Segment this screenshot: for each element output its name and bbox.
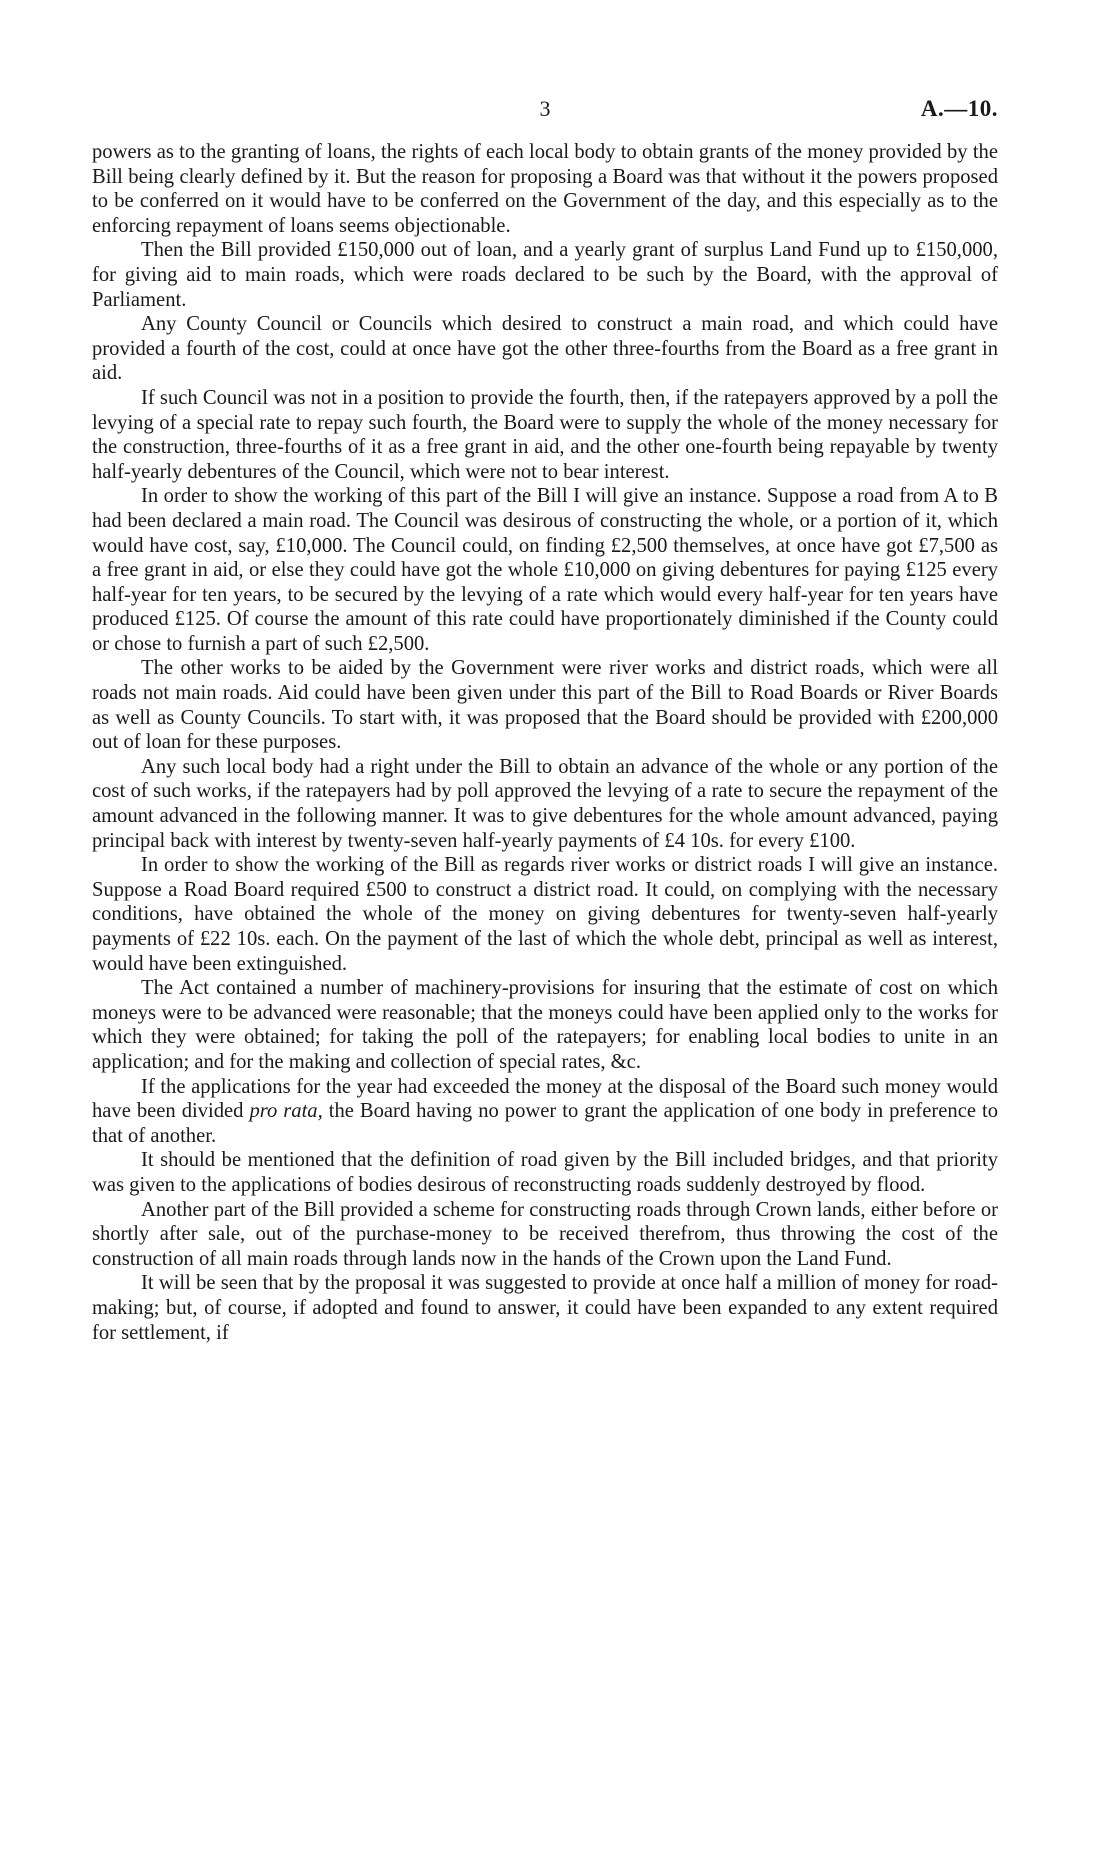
paragraph: In order to show the working of the Bill as regards river works or district roads I will give an instance. Suppose a Road Board required £500 to construct a district road. It could, on complying with the necessary conditions, have obtained the whole of the money on giving debentures for twenty-seven half-yearly payments of £22 10s. each. On the payment of the last of which the whole debt, principal as well as interest, would have been extinguished.: [92, 854, 998, 975]
paragraph: If such Council was not in a position to provide the fourth, then, if the ratepayers approved by a poll the levying of a special rate to repay such fourth, the Board were to supply the whole of the money necessary for the construction, three-fourths of it as a free grant in aid, and the other one-fourth being repayable by twenty half-yearly debentures of the Council, which were not to bear interest.: [92, 386, 998, 483]
paragraph: Any County Council or Councils which desired to construct a main road, and which could have provided a fourth of the cost, could at once have got the other three-fourths from the Board as a free grant in aid.: [92, 313, 998, 385]
page-header: [92, 96, 998, 126]
paragraph: [92, 1075, 998, 1149]
paragraph-text: the Board having no power to grant the application of one body in preference to that of another.: [92, 1100, 998, 1147]
paragraph: The Act contained a number of machinery-provisions for insuring that the estimate of cost on which moneys were to be advanced were reasonable; that the moneys could have been applied only to the works for which they were obtained; for taking the poll of the ratepayers; for enabling local bodies to unite in an application; and for the making and collection of special rates, &c.: [92, 977, 998, 1073]
paragraph: Another part of the Bill provided a scheme for constructing roads through Crown lands, either before or shortly after sale, out of the purchase-money to be received therefrom, thus throwing the cost of the construction of all main roads through lands now in the hands of the Crown upon the Land Fund.: [92, 1198, 998, 1270]
paragraph: The other works to be aided by the Government were river works and district roads, which were all roads not main roads. Aid could have been given under this part of the Bill to Road Boards or River Boards as well as County Councils. To start with, it was proposed that the Board should be provided with £200,000 out of loan for these purposes.: [92, 657, 998, 754]
paragraph: powers as to the granting of loans, the rights of each local body to obtain grants of the money provided by the Bill being clearly defined by it. But the reason for proposing a Board was that without it the powers proposed to be conferred on it would have to be conferred on the Government of the day, and this especially as to the enforcing repayment of loans seems objectionable.: [92, 141, 998, 237]
body-text: [92, 140, 998, 1345]
paragraph: Then the Bill provided £150,000 out of loan, and a yearly grant of surplus Land Fund up to £150,000, for giving aid to main roads, which were roads declared to be such by the Board, with the approval of Parliament.: [92, 239, 998, 311]
paragraph-text: If the applications for the year had exceeded the money at the disposal of the Board such money would have been divided: [92, 1075, 998, 1123]
page-number: 3: [539, 96, 551, 121]
italic-phrase: pro rata,: [249, 1100, 323, 1123]
paragraph: In order to show the working of this part of the Bill I will give an instance. Suppose a road from A to B had been declared a main road. The Council was desirous of constructing the whole, or a portion of it, which would have cost, say, £10,000. The Council could, on finding £2,500 themselves, at once have got £7,500 as a free grant in aid, or else they could have got the whole £10,000 on giving debentures for paying £125 every half-year for ten years, to be secured by the levying of a rate which would every half-year for ten years have produced £125. Of course the amount of this rate could have proportionately diminished if the County could or chose to furnish a part of such £2,500.: [92, 485, 998, 655]
paragraph: It should be mentioned that the definition of road given by the Bill included bridges, and that priority was given to the applications of bodies desirous of reconstructing roads suddenly destroyed by flood.: [92, 1149, 998, 1196]
paragraph: Any such local body had a right under the Bill to obtain an advance of the whole or any portion of the cost of such works, if the ratepayers had by poll approved the levying of a rate to secure the repayment of the amount advanced in the following manner. It was to give debentures for the whole amount advanced, paying principal back with interest by twenty-seven half-yearly payments of £4 10s. for every £100.: [92, 755, 998, 852]
paragraph: It will be seen that by the proposal it was suggested to provide at once half a million of money for road-making; but, of course, if adopted and found to answer, it could have been expanded to any extent required for settlement, if: [92, 1272, 998, 1344]
document-reference: A.—10.: [920, 96, 998, 121]
